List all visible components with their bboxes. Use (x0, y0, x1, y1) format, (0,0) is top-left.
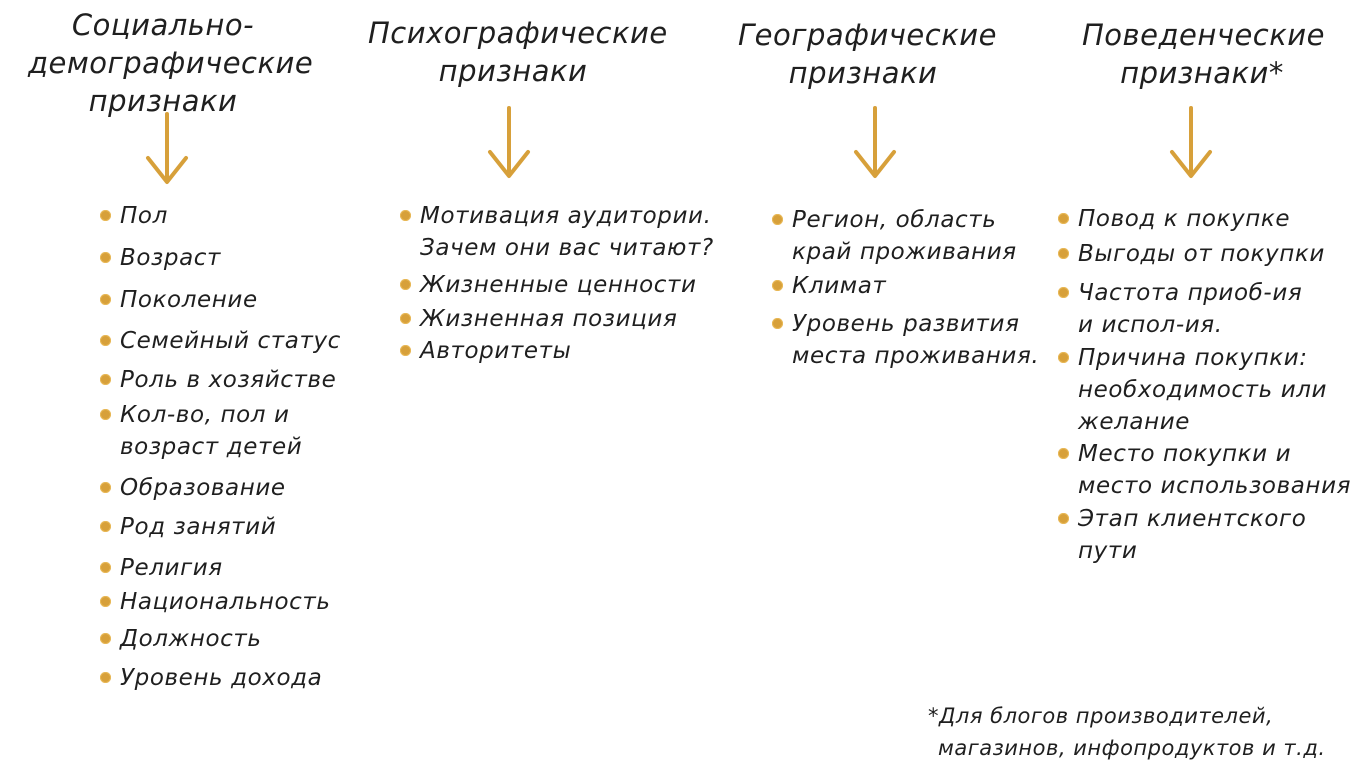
dot-bullet-icon (100, 562, 111, 573)
dot-bullet-icon (772, 214, 783, 225)
list-item: Климат (772, 270, 886, 302)
dot-bullet-icon (1058, 248, 1069, 259)
list-item: Выгоды от покупки (1058, 238, 1325, 270)
title-line: Социально- (71, 8, 255, 42)
list-item: Национальность (100, 586, 331, 618)
dot-bullet-icon (400, 210, 411, 221)
list-item: Образование (100, 472, 286, 504)
list-item: Авторитеты (400, 335, 571, 367)
title-line: демографические (28, 46, 314, 80)
dot-bullet-icon (100, 633, 111, 644)
dot-bullet-icon (400, 345, 411, 356)
dot-bullet-icon (100, 596, 111, 607)
list-item: Семейный статус (100, 325, 341, 357)
dot-bullet-icon (100, 294, 111, 305)
down-arrow-icon (142, 110, 192, 190)
list-item: Мотивация аудитории. Зачем они вас читают? (400, 200, 714, 264)
dot-bullet-icon (1058, 287, 1069, 298)
column-title-behavioral (1082, 16, 1325, 92)
list-item: Кол-во, пол и возраст детей (100, 399, 302, 463)
list-item: Жизненная позиция (400, 303, 677, 335)
dot-bullet-icon (100, 521, 111, 532)
dot-bullet-icon (100, 335, 111, 346)
dot-bullet-icon (1058, 448, 1069, 459)
list-item: Частота приоб-ия и испол-ия. (1058, 277, 1302, 341)
list-item: Жизненные ценности (400, 269, 697, 301)
dot-bullet-icon (100, 672, 111, 683)
list-item: Место покупки и место использования (1058, 438, 1351, 502)
title-line: признаки* (1120, 56, 1284, 90)
down-arrow-icon (484, 104, 534, 184)
list-item: Регион, область край проживания (772, 204, 1017, 268)
title-line: признаки (88, 84, 238, 118)
column-title-psychographic (368, 14, 668, 90)
dot-bullet-icon (100, 210, 111, 221)
list-item: Повод к покупке (1058, 203, 1290, 235)
list-item: Роль в хозяйстве (100, 364, 336, 396)
dot-bullet-icon (772, 318, 783, 329)
dot-bullet-icon (772, 280, 783, 291)
footnote-line: *Для блогов производителей, (928, 704, 1274, 728)
footnote-line: магазинов, инфопродуктов и т.д. (938, 736, 1326, 760)
down-arrow-icon (850, 104, 900, 184)
dot-bullet-icon (1058, 213, 1069, 224)
title-line: Географические (738, 18, 997, 52)
dot-bullet-icon (100, 409, 111, 420)
list-item: Причина покупки: необходимость или желание (1058, 342, 1327, 438)
column-title-geographic (738, 16, 997, 92)
dot-bullet-icon (400, 279, 411, 290)
dot-bullet-icon (100, 252, 111, 263)
title-line: признаки (788, 56, 938, 90)
column-title-socio-demographic (28, 6, 314, 120)
list-item: Должность (100, 623, 262, 655)
list-item: Поколение (100, 284, 258, 316)
title-line: Поведенческие (1082, 18, 1325, 52)
list-item: Уровень развития места проживания. (772, 308, 1039, 372)
down-arrow-icon (1166, 104, 1216, 184)
list-item: Пол (100, 200, 168, 232)
list-item: Уровень дохода (100, 662, 322, 694)
list-item: Религия (100, 552, 223, 584)
footnote (928, 700, 1326, 764)
list-item: Возраст (100, 242, 221, 274)
dot-bullet-icon (400, 313, 411, 324)
dot-bullet-icon (100, 482, 111, 493)
title-line: признаки (438, 54, 588, 88)
list-item: Этап клиентского пути (1058, 503, 1306, 567)
list-item: Род занятий (100, 511, 276, 543)
dot-bullet-icon (1058, 513, 1069, 524)
title-line: Психографические (368, 16, 668, 50)
dot-bullet-icon (100, 374, 111, 385)
dot-bullet-icon (1058, 352, 1069, 363)
